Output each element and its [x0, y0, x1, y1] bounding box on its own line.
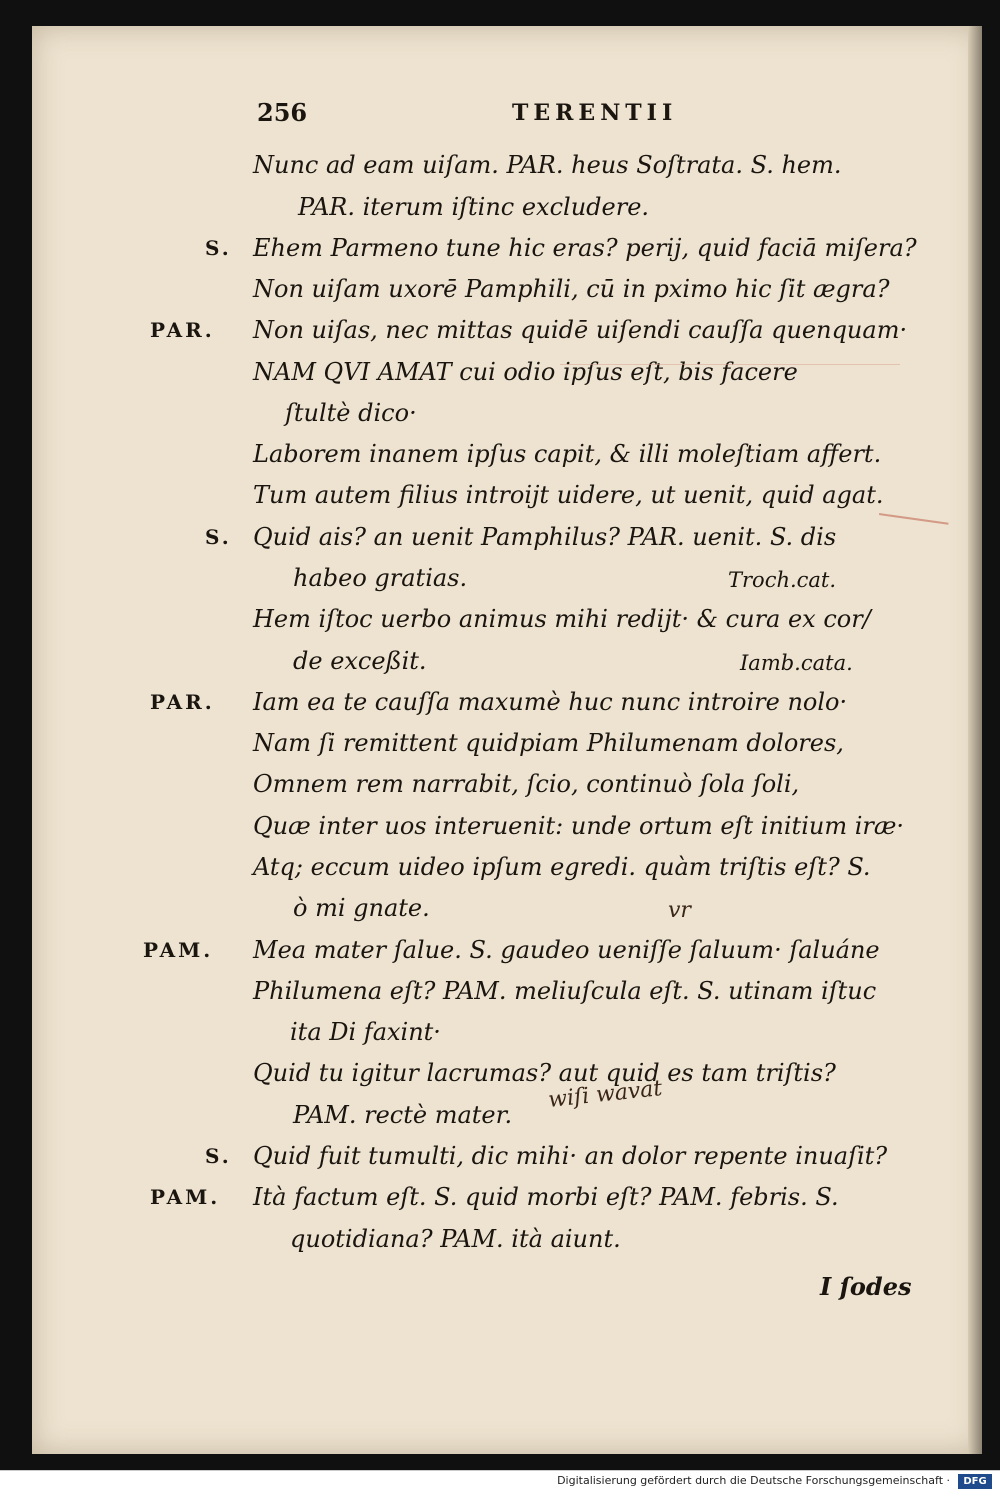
text-line: NAM QVI AMAT cui odio ipſus eſt, bis facere — [253, 358, 798, 386]
text-line: Nunc ad eam uiſam. PAR. heus Soſtrata. S. hem. — [253, 151, 842, 179]
text-line: ita Di faxint· — [290, 1018, 441, 1046]
meter-note: Iamb.cata. — [740, 651, 853, 675]
footer-bar — [0, 1470, 1000, 1493]
text-line: quotidiana? PAM. ità aiunt. — [290, 1225, 621, 1253]
catchword: I ſodes — [820, 1272, 912, 1301]
text-line: Quid tu igitur lacrumas? aut quid es tam triſtis? — [253, 1059, 836, 1087]
text-line: Tum autem filius introijt uidere, ut uenit, quid agat. — [253, 481, 884, 509]
speaker-label: S. — [205, 525, 232, 549]
text-line: Atq; eccum uideo ipſum egredi. quàm triſtis eſt? S. — [253, 853, 871, 881]
speaker-label: S. — [205, 236, 232, 260]
dfg-logo[interactable]: DFG — [958, 1474, 992, 1489]
text-line: Hem iſtoc uerbo animus mihi redijt· & cura ex cor/ — [253, 605, 871, 633]
handwritten-annotation: wiſi wavat — [547, 1076, 664, 1113]
handwritten-annotation: vr — [668, 898, 691, 923]
text-line: Nam ſi remittent quidpiam Philumenam dolores, — [253, 729, 844, 757]
text-line: Non uiſas, nec mittas quidē uiſendi cauſſa quenquam· — [253, 316, 908, 344]
text-line: Omnem rem narrabit, ſcio, continuò ſola ſoli, — [253, 770, 800, 798]
page-edge — [968, 26, 982, 1454]
speaker-label: PAM. — [143, 938, 214, 962]
footer-credit: Digitalisierung gefördert durch die Deutsche Forschungsgemeinschaft · — [557, 1474, 950, 1487]
text-line: Ità factum eſt. S. quid morbi eſt? PAM. febris. S. — [253, 1183, 839, 1211]
text-line: PAM. rectè mater. — [293, 1101, 513, 1129]
text-line: Ehem Parmeno tune hic eras? perij, quid faciā miſera? — [253, 234, 917, 262]
text-line: Laborem inanem ipſus capit, & illi moleſtiam affert. — [253, 440, 882, 468]
text-line: de exceßit. — [293, 647, 427, 675]
text-line: Quid ais? an uenit Pamphilus? PAR. uenit. S. dis — [253, 523, 837, 551]
red-ink-mark — [560, 360, 900, 365]
page-number: 256 — [257, 98, 308, 127]
text-line: ſtultè dico· — [285, 399, 417, 427]
speaker-label: PAR. — [150, 318, 215, 342]
text-line: Mea mater ſalue. S. gaudeo ueniſſe ſaluum· ſaluáne — [253, 936, 880, 964]
running-title: TERENTII — [512, 100, 678, 126]
text-line: PAR. iterum iſtinc excludere. — [298, 193, 650, 221]
speaker-label: PAM. — [150, 1185, 221, 1209]
text-line: Non uiſam uxorē Pamphili, cū in pximo hic ſit ægra? — [253, 275, 890, 303]
meter-note: Troch.cat. — [728, 568, 837, 592]
text-line: Quæ inter uos interuenit: unde ortum eſt initium iræ· — [253, 812, 905, 840]
text-line: Iam ea te cauſſa maxumè huc nunc introire nolo· — [253, 688, 848, 716]
text-line: habeo gratias. — [293, 564, 468, 592]
text-line: ò mi gnate. — [293, 894, 430, 922]
speaker-label: PAR. — [150, 690, 215, 714]
text-line: Philumena eſt? PAM. meliuſcula eſt. S. utinam iſtuc — [253, 977, 877, 1005]
text-line: Quid fuit tumulti, dic mihi· an dolor repente inuaſit? — [253, 1142, 888, 1170]
speaker-label: S. — [205, 1144, 232, 1168]
